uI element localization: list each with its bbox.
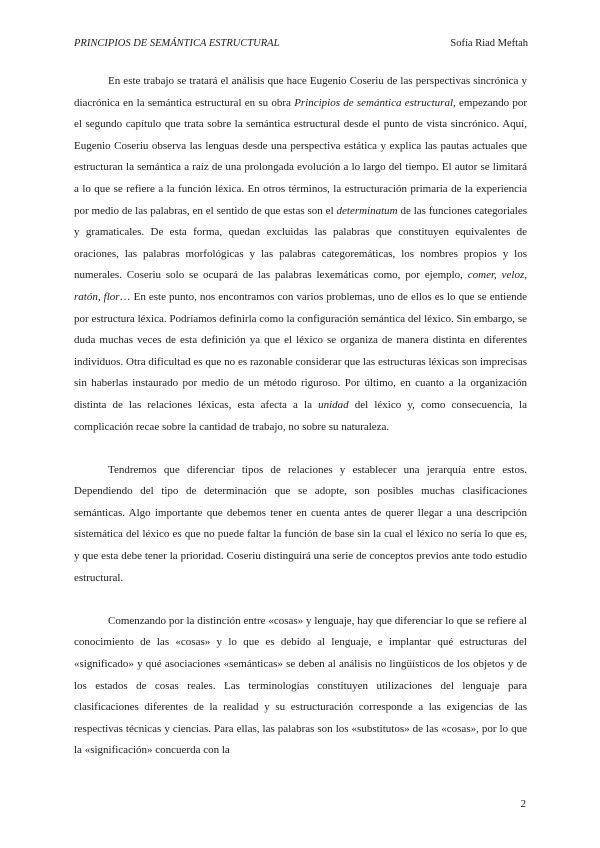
header-author: Sofía Riad Meftah (450, 38, 528, 49)
page-header (74, 37, 528, 51)
document-body (74, 71, 527, 762)
paragraph-1-text-c: de las funciones categoriales y gramaticales. De esta forma, quedan excluidas las palabras que constituyen equivalentes de oraciones, las palabras morfológicas y las palabras categoremáticas, los nombres propios y los numerales. Coseriu solo se ocupará de las palabras lexemáticas como, por ejemplo, (74, 204, 527, 282)
unidad-italic: unidad (318, 398, 349, 411)
paragraph-1 (74, 71, 527, 438)
examples-italic: comer, veloz, ratón, flor (74, 269, 527, 303)
paragraph-1-text-a: En este trabajo se tratará el análisis que hace Eugenio Coseriu de las perspectivas sincrónica y diacrónica en la semántica estructural en su obra (74, 75, 527, 109)
paragraph-1-text-b: , empezando por el segundo capítulo que trata sobre la semántica estructural desde el punto de vista sincrónico. Aquí, Eugenio Coseriu observa las lenguas desde una perspectiva estática y explica las pautas actuales que estructuran la semántica a raíz de una prolongada evolución a lo largo del tiempo. El autor se limitará a lo que se refiere a la función léxica. En otros términos, la estructuración primaria de la experiencia por medio de las palabras, en el sentido de que estas son el (74, 96, 527, 217)
header-title: PRINCIPIOS DE SEMÁNTICA ESTRUCTURAL (74, 38, 280, 49)
determinatum-italic: determinatum (336, 204, 398, 217)
paragraph-2: Tendremos que diferenciar tipos de relaciones y establecer una jerarquía entre estos. Dependiendo del tipo de determinación que se adopte, son posibles muchas clasificaciones semánticas. Algo importante que debemos tener en cuenta antes de querer llegar a una descripción sistemática del léxico es que no puede faltar la función de base sin la cual el léxico no sería lo que es, y que esta debe tener la prioridad. Coseriu distinguirá una serie de conceptos previos ante todo estudio estructural. (74, 463, 527, 584)
paragraph-3: Comenzando por la distinción entre «cosas» y lenguaje, hay que diferenciar lo que se refiere al conocimiento de las «cosas» y lo que es debido al lenguaje, e implantar qué estructuras del «significado» y qué asociaciones «semánticas» se deben al análisis no lingüísticos de los objetos y de los estados de cosas reales. Las terminologías constituyen utilizaciones del lenguaje para clasificaciones diferentes de la realidad y su estructuración corresponde a las exigencias de las respectivas técnicas y ciencias. Para ellas, las palabras son los «substitutos» de las «cosas», por lo que la «significación» concuerda con la (74, 614, 527, 757)
paragraph-1-text-e: del léxico y, como consecuencia, la complicación recae sobre la cantidad de trabajo, no sobre su naturaleza. (74, 398, 527, 433)
book-title-italic: Principios de semántica estructural (294, 96, 454, 109)
page-number: 2 (520, 798, 526, 810)
paragraph-1-text-d: … En este punto, nos encontramos con varios problemas, uno de ellos es lo que se entiende por estructura léxica. Podríamos definirla como la configuración semántica del léxico. Sin embargo, se duda muchas veces de esta definición ya que el léxico se organiza de manera distinta en diferentes individuos. Otra dificultad es que no es razonable considerar que las estructuras léxicas son imprecisas sin haberlas instaurado por medio de un método riguroso. Por último, en cuanto a la organización distinta de las relaciones léxicas, esta afecta a la (74, 290, 527, 411)
